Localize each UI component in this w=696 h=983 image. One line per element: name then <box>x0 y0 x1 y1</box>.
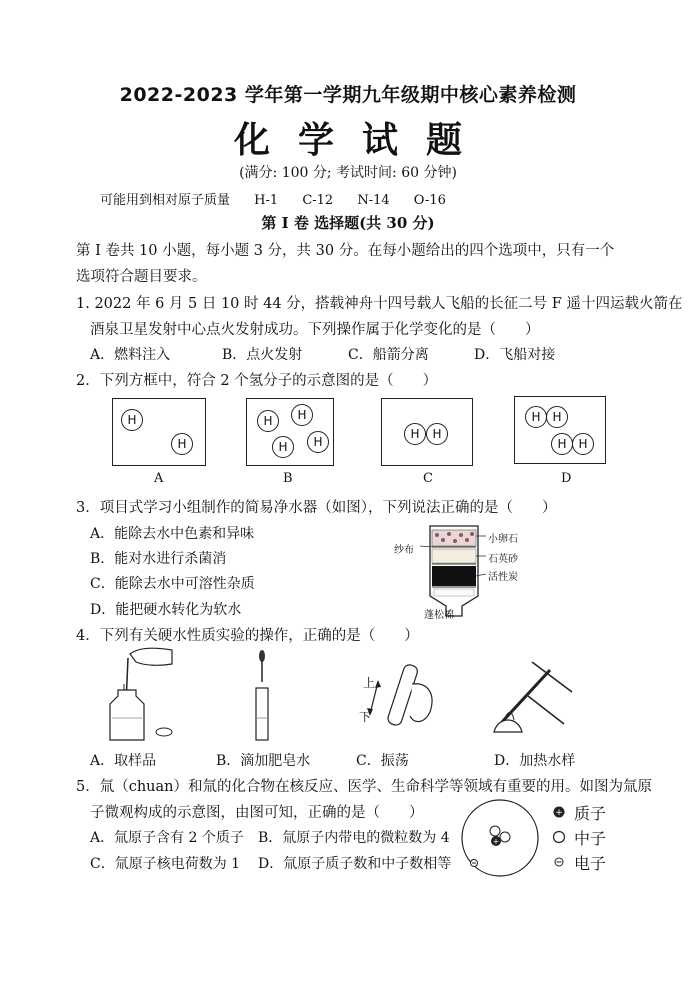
shake-down-label: 下 <box>359 710 372 724</box>
q2-box-c <box>381 398 473 466</box>
atomic-mass-n: N-14 <box>357 193 390 208</box>
hydrogen-atom: H <box>404 423 426 445</box>
q5-option-c: C．氚原子核电荷数为 1 <box>90 856 241 872</box>
q5-option-d: D．氚原子质子数和中子数相等 <box>258 856 452 872</box>
q1-stem-line1: 1. 2022 年 6 月 5 日 10 时 44 分，搭载神舟十四号载人飞船的长征二号 F 遥十四运载火箭在 <box>76 296 683 312</box>
atomic-mass-c: C-12 <box>302 193 334 208</box>
legend-electron: 电子 <box>574 854 607 873</box>
q2-box-b <box>246 398 334 466</box>
q2-label-a: A <box>154 471 164 486</box>
hydrogen-atom: H <box>426 423 448 445</box>
q4-option-b: B．滴加肥皂水 <box>216 753 311 769</box>
hydrogen-atom: H <box>551 433 573 455</box>
q3-option-d: D．能把硬水转化为软水 <box>90 602 242 618</box>
subject-title: 化学试题 <box>233 119 490 161</box>
q4-option-a: A．取样品 <box>90 753 157 769</box>
label-quartz: 石英砂 <box>488 554 518 565</box>
q5-option-a: A．氚原子含有 2 个质子 <box>90 830 244 846</box>
q1-stem-line2: 酒泉卫星发射中心点火发射成功。下列操作属于化学变化的是（ ） <box>90 322 540 338</box>
hydrogen-atom: H <box>546 406 568 428</box>
q4-option-c: C．振荡 <box>356 753 409 769</box>
shake-up-label: 上 <box>363 676 376 690</box>
legend-proton: 质子 <box>574 804 607 823</box>
q4-stem: 4．下列有关硬水性质实验的操作，正确的是（ ） <box>76 628 419 644</box>
score-time-line: (满分: 100 分; 考试时间: 60 分钟) <box>239 165 457 181</box>
heating-figure <box>488 652 584 742</box>
hydrogen-atom: H <box>307 431 329 453</box>
q1-option-b: B．点火发射 <box>222 347 303 363</box>
label-gauze: 纱布 <box>394 545 414 556</box>
q1-option-a: A．燃料注入 <box>90 347 171 363</box>
legend-neutron: 中子 <box>574 829 607 848</box>
hydrogen-atom: H <box>171 433 193 455</box>
atomic-mass-label: 可能用到相对原子质量 <box>100 193 231 208</box>
svg-text:+: + <box>555 808 563 818</box>
atomic-mass-h: H-1 <box>254 193 279 208</box>
hydrogen-atom: H <box>257 410 279 432</box>
q2-label-b: B <box>283 471 293 486</box>
q2-label-d: D <box>561 471 572 486</box>
label-carbon: 活性炭 <box>488 572 518 583</box>
take-sample-figure <box>100 644 180 744</box>
hydrogen-atom: H <box>291 404 313 426</box>
shake-tube-figure <box>356 654 446 744</box>
q1-option-d: D．飞船对接 <box>474 347 556 363</box>
q2-box-d <box>514 396 606 464</box>
section-intro: 第 I 卷共 10 小题，每小题 3 分，共 30 分。在每小题给出的四个选项中，只有一个选项符合题目要求。 <box>76 243 615 285</box>
q4-option-d: D．加热水样 <box>494 753 576 769</box>
q3-stem: 3．项目式学习小组制作的简易净水器（如图），下列说法正确的是（ ） <box>76 500 557 516</box>
hydrogen-atom: H <box>572 433 594 455</box>
exam-title: 2022-2023 学年第一学期九年级期中核心素养检测 <box>119 84 577 106</box>
hydrogen-atom: H <box>525 406 547 428</box>
legend-markers <box>552 804 566 874</box>
q5-stem-line2: 子微观构成的示意图，由图可知，正确的是（ ） <box>90 805 424 821</box>
atomic-mass-o: O-16 <box>413 193 446 208</box>
atomic-mass-line <box>100 189 466 208</box>
hydrogen-atom: H <box>121 409 143 431</box>
label-cotton: 蓬松棉 <box>424 610 454 621</box>
q3-option-c: C．能除去水中可溶性杂质 <box>90 576 255 592</box>
q1-option-c: C．船箭分离 <box>348 347 429 363</box>
q5-stem-line1: 5．氚（chuan）和氚的化合物在核反应、医学、生命科学等领域有重要的用。如图为氚原 <box>76 779 653 795</box>
tritium-atom-figure <box>458 796 544 882</box>
q5-option-b: B．氚原子内带电的微粒数为 4 <box>258 830 450 846</box>
q3-option-a: A．能除去水中色素和异味 <box>90 526 255 542</box>
section-title: 第 I 卷 选择题(共 30 分) <box>261 214 435 232</box>
q2-box-a <box>112 398 206 466</box>
label-pebbles: 小卵石 <box>488 534 518 545</box>
q2-label-c: C <box>423 471 433 486</box>
q3-option-b: B．能对水进行杀菌消 <box>90 551 227 567</box>
soap-dropper-figure <box>248 648 278 748</box>
svg-text:+: + <box>492 837 500 846</box>
hydrogen-atom: H <box>272 436 294 458</box>
q2-stem: 2．下列方框中，符合 2 个氢分子的示意图的是（ ） <box>76 373 438 389</box>
